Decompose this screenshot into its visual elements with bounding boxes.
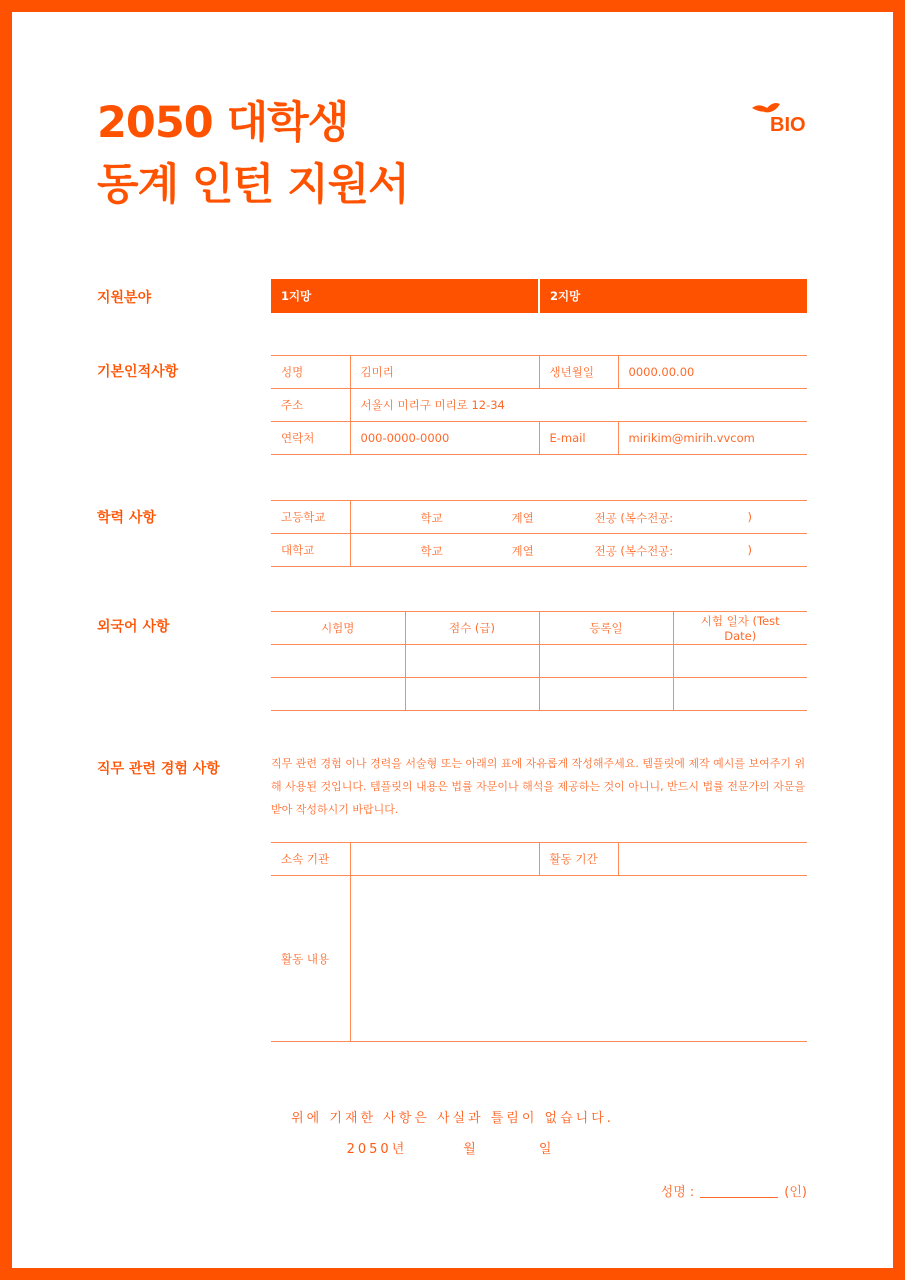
content-label: 활동 내용	[271, 876, 350, 1042]
org-value[interactable]	[350, 843, 539, 876]
name-label: 성명	[271, 356, 350, 389]
basic-table	[271, 355, 807, 455]
section-basic: 기본인적사항	[97, 364, 179, 380]
page-title	[97, 92, 409, 216]
title-line-1: 2050 대학생	[97, 98, 349, 148]
content-value[interactable]	[350, 876, 807, 1042]
education-table	[271, 500, 807, 567]
second-choice[interactable]: 2지망	[539, 280, 807, 313]
major-label: 전공 (복수전공:	[594, 511, 674, 525]
school-label: 학교	[420, 544, 443, 558]
bio-logo	[750, 100, 810, 134]
birth-value[interactable]: 0000.00.00	[618, 356, 807, 389]
statement: 위에 기재한 사항은 사실과 틀림이 없습니다.	[291, 1111, 614, 1126]
highschool-value[interactable]	[350, 501, 807, 534]
major-close: )	[747, 543, 752, 557]
address-value[interactable]: 서울시 미리구 미리로 12-34	[350, 389, 807, 422]
university-label: 대학교	[271, 534, 350, 567]
track-label: 계열	[511, 511, 534, 525]
header-registered: 등록일	[539, 612, 673, 645]
major-close: )	[747, 510, 752, 524]
header-test-date: 시험 일자 (Test Date)	[673, 612, 807, 645]
major-label: 전공 (복수전공:	[594, 544, 674, 558]
period-label: 활동 기간	[539, 843, 618, 876]
field-table	[271, 279, 807, 313]
section-language: 외국어 사항	[97, 619, 170, 635]
highschool-label: 고등학교	[271, 501, 350, 534]
school-label: 학교	[420, 511, 443, 525]
email-value[interactable]: mirikim@mirih.vvcom	[618, 422, 807, 455]
address-label: 주소	[271, 389, 350, 422]
section-education: 학력 사항	[97, 510, 156, 526]
birth-label: 생년월일	[539, 356, 618, 389]
name-value[interactable]: 김미리	[350, 356, 539, 389]
header-score: 점수 (급)	[405, 612, 539, 645]
table-row	[271, 645, 807, 678]
section-field: 지원분야	[97, 290, 152, 306]
experience-description: 직무 관련 경험 이나 경력을 서술형 또는 아래의 표에 자유롭게 작성해주세요. 템플릿에 제작 예시를 보여주기 위해 사용된 것입니다. 템플릿의 내용은 법률 자문이나 해석을 제공하는 것이 아니니, 반드시 법률 전문가의 자문을 받아 작성하시기 바랍니다.	[271, 757, 806, 816]
year: 2050년	[346, 1142, 408, 1157]
date-line	[0, 1138, 903, 1157]
org-label: 소속 기관	[271, 843, 350, 876]
email-label: E-mail	[539, 422, 618, 455]
table-row	[271, 678, 807, 711]
signature-line[interactable]	[700, 1197, 778, 1198]
seal-label: (인)	[784, 1185, 807, 1200]
phone-value[interactable]: 000-0000-0000	[350, 422, 539, 455]
sign-label: 성명 :	[660, 1185, 695, 1200]
track-label: 계열	[511, 544, 534, 558]
experience-table	[271, 842, 807, 1042]
leaf-icon	[752, 103, 780, 112]
day: 일	[538, 1142, 555, 1157]
svg-text:BIO: BIO	[770, 114, 806, 134]
header-test: 시험명	[271, 612, 405, 645]
section-experience: 직무 관련 경험 사항	[97, 761, 220, 777]
signature	[661, 1181, 807, 1200]
phone-label: 연락처	[271, 422, 350, 455]
month: 월	[463, 1142, 479, 1157]
language-table	[271, 611, 807, 711]
period-value[interactable]	[618, 843, 807, 876]
first-choice[interactable]: 1지망	[271, 280, 539, 313]
university-value[interactable]	[350, 534, 807, 567]
title-line-2: 동계 인턴 지원서	[97, 160, 409, 210]
